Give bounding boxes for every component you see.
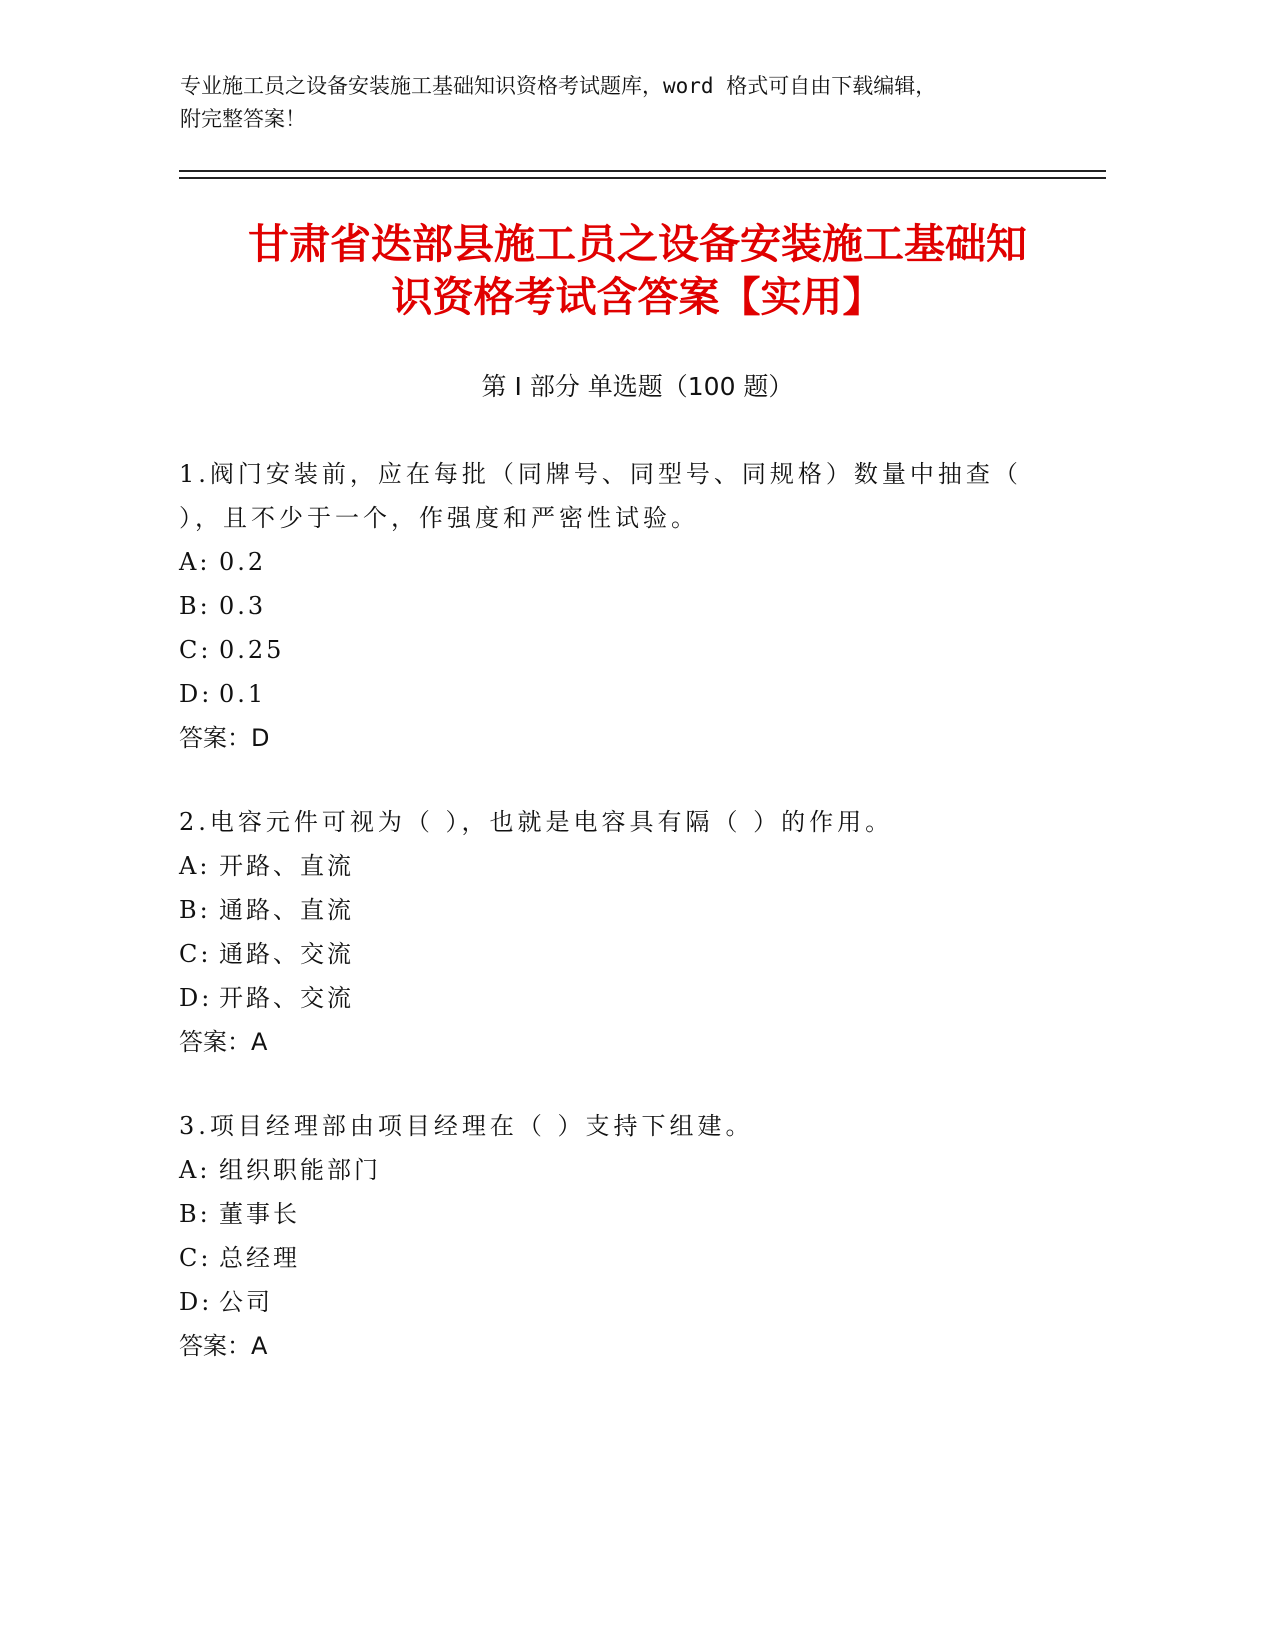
question-1	[179, 452, 1059, 760]
option-d	[179, 672, 1059, 716]
answer-line: 答案：D	[179, 724, 270, 752]
option-b	[179, 1192, 1059, 1236]
option-key: D:	[179, 1288, 213, 1316]
question-list	[179, 452, 1059, 1408]
option-text: 0.2	[219, 548, 267, 576]
option-key: B:	[179, 592, 211, 620]
option-c	[179, 1236, 1059, 1280]
option-c	[179, 628, 1059, 672]
question-stem: 1.阀门安装前，应在每批（同牌号、同型号、同规格）数量中抽查（ ），且不少于一个，作强度和严密性试验。	[179, 460, 1022, 532]
option-text: 开路、直流	[219, 852, 354, 880]
header-note-line-1: 专业施工员之设备安装施工基础知识资格考试题库，word 格式可自由下载编辑，	[180, 74, 937, 98]
option-text: 总经理	[219, 1244, 300, 1272]
option-text: 0.1	[219, 680, 267, 708]
option-key: C:	[179, 636, 212, 664]
option-a	[179, 844, 1059, 888]
header-note	[180, 70, 1040, 136]
option-d	[179, 976, 1059, 1020]
option-text: 0.3	[219, 592, 267, 620]
document-title	[150, 218, 1125, 324]
option-key: A:	[179, 548, 211, 576]
option-b	[179, 584, 1059, 628]
option-key: A:	[179, 852, 211, 880]
answer-line: 答案：A	[179, 1332, 268, 1360]
option-key: B:	[179, 1200, 211, 1228]
header-divider-top	[179, 170, 1106, 172]
option-d	[179, 1280, 1059, 1324]
option-key: B:	[179, 896, 211, 924]
section-heading: 第 I 部分 单选题（100 题）	[481, 372, 794, 401]
option-text: 董事长	[219, 1200, 300, 1228]
option-text: 组织职能部门	[219, 1156, 381, 1184]
option-text: 公司	[219, 1288, 273, 1316]
document-title-line-1: 甘肃省迭部县施工员之设备安装施工基础知	[248, 220, 1027, 268]
option-c	[179, 932, 1059, 976]
option-key: D:	[179, 984, 213, 1012]
option-key: C:	[179, 940, 212, 968]
question-2	[179, 800, 1059, 1064]
option-text: 通路、直流	[219, 896, 354, 924]
option-text: 0.25	[219, 636, 285, 664]
option-key: C:	[179, 1244, 212, 1272]
question-stem: 2.电容元件可视为（ ），也就是电容具有隔（ ）的作用。	[179, 808, 894, 836]
option-b	[179, 888, 1059, 932]
document-title-line-2: 识资格考试含答案【实用】	[391, 273, 884, 321]
option-key: D:	[179, 680, 213, 708]
header-note-line-2: 附完整答案！	[180, 107, 306, 131]
answer-line: 答案：A	[179, 1028, 268, 1056]
question-3	[179, 1104, 1059, 1368]
option-text: 通路、交流	[219, 940, 354, 968]
option-a	[179, 1148, 1059, 1192]
question-stem: 3.项目经理部由项目经理在（ ）支持下组建。	[179, 1112, 754, 1140]
header-divider-bottom	[179, 177, 1106, 179]
option-key: A:	[179, 1156, 211, 1184]
option-text: 开路、交流	[219, 984, 354, 1012]
option-a	[179, 540, 1059, 584]
